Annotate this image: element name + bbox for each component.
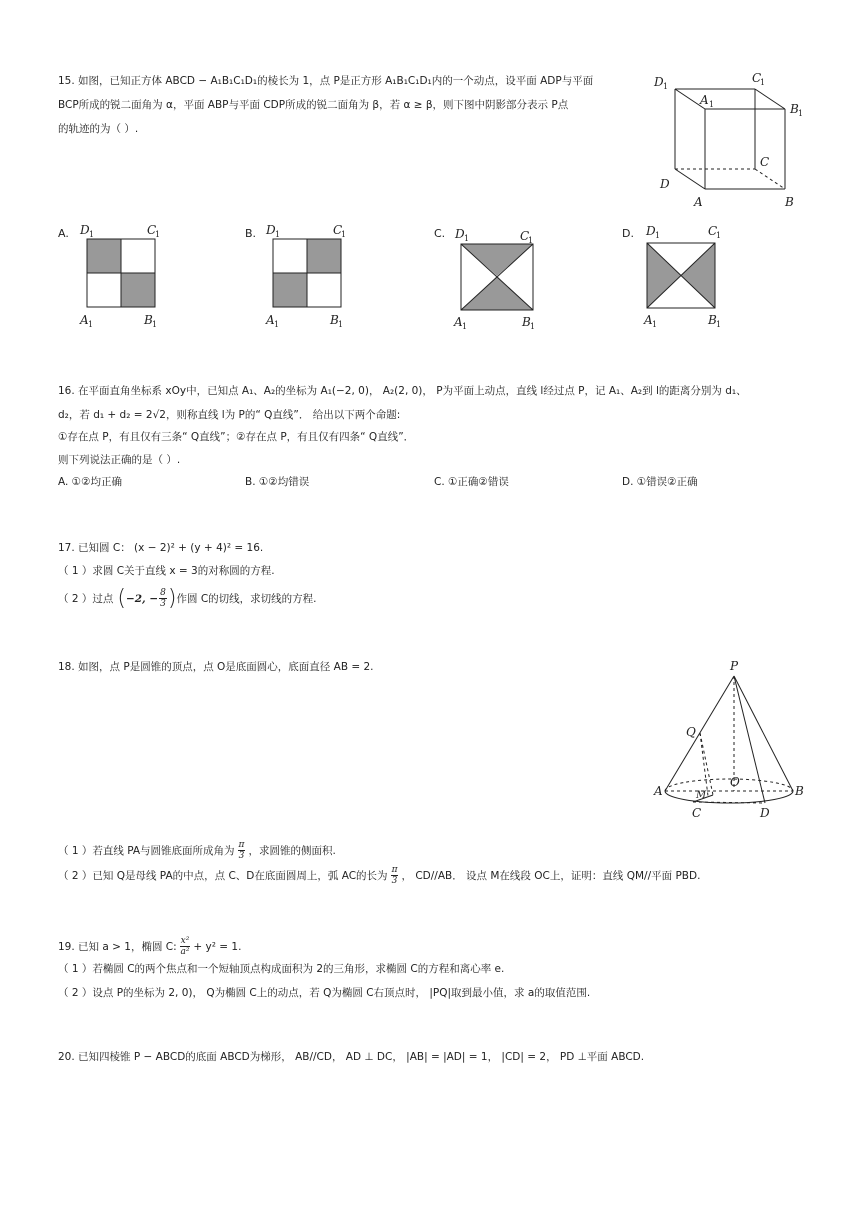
q16-line3: ①存在点 P，有且仅有三条“ Q直线”；②存在点 P，有且仅有四条“ Q直线”． xyxy=(58,431,415,443)
cube-label-c: C xyxy=(760,155,770,169)
svg-text:1: 1 xyxy=(89,230,95,239)
svg-text:1: 1 xyxy=(760,78,766,87)
q20-line1: 20. 已知四棱锥 P − ABCD的底面 ABCD为梯形， AB//CD， AD ⊥ DC， |AB| = |AD| = 1， |CD| = 2， PD ⊥平面 ABCD. xyxy=(58,1051,645,1063)
q16-line2: d₂，若 d₁ + d₂ = 2√2，则称直线 l为 P的“ Q直线”． 给出以下两个命题: xyxy=(58,409,401,421)
cube-label-b1: B xyxy=(790,102,799,116)
svg-text:1: 1 xyxy=(663,82,669,91)
svg-text:1: 1 xyxy=(88,320,94,329)
q15-option-c-label[interactable]: C. xyxy=(434,227,446,240)
svg-text:D: D xyxy=(80,223,90,237)
q15-option-b-label[interactable]: B. xyxy=(245,227,257,240)
q18-line2: （ 1 ）若直线 PA与圆锥底面所成角为 π 3 ，求圆锥的侧面积. xyxy=(58,840,336,861)
q18-line1: 18. 如图，点 P是圆锥的顶点，点 O是底面圆心，底面直径 AB = 2. xyxy=(58,661,374,673)
cone-label-o: O xyxy=(730,775,740,789)
svg-text:1: 1 xyxy=(716,231,722,240)
cone-label-c: C xyxy=(692,806,702,820)
svg-text:A: A xyxy=(80,313,89,327)
svg-text:A: A xyxy=(266,313,275,327)
q19-line1: 19. 已知 a > 1，椭圆 C: x² a² + y² = 1. xyxy=(58,936,242,957)
q16-choice-d[interactable]: D. ①错误②正确 xyxy=(622,476,698,488)
svg-text:A: A xyxy=(454,315,463,329)
cone-label-b: B xyxy=(795,784,804,798)
cone-label-a: A xyxy=(654,784,663,798)
svg-text:1: 1 xyxy=(464,234,470,243)
q16-line4: 则下列说法正确的是（ ）. xyxy=(58,454,181,466)
q15-option-a-label[interactable]: A. xyxy=(58,227,69,240)
q15-line3: 的轨迹的为（ ）. xyxy=(58,123,139,135)
svg-text:B: B xyxy=(330,313,339,327)
cone-label-d: D xyxy=(760,806,770,820)
q17-line3: （ 2 ）过点 ( −2, − $\frac{8}{3}$ ) 作圆 C的切线，求切线的方程. xyxy=(58,585,317,611)
svg-text:B: B xyxy=(522,315,531,329)
cone-label-q: Q xyxy=(686,725,696,739)
svg-text:1: 1 xyxy=(462,322,468,331)
cube-label-a1: A xyxy=(700,93,709,107)
q16-choice-b[interactable]: B. ①②均错误 xyxy=(245,476,310,488)
svg-text:B: B xyxy=(144,313,153,327)
q17-line2: （ 1 ）求圆 C关于直线 x = 3的对称圆的方程. xyxy=(58,565,275,577)
q15-option-a-figure[interactable] xyxy=(74,220,169,332)
cone-label-p: P xyxy=(730,659,739,673)
svg-text:D: D xyxy=(455,227,465,241)
svg-text:1: 1 xyxy=(709,100,715,109)
q16-line1: 16. 在平面直角坐标系 xOy中，已知点 A₁、A₂的坐标为 A₁(−2, 0)， A₂(2, 0)， P为平面上动点，直线 l经过点 P，记 A₁、A₂到 l的距离分别为 d₁、 xyxy=(58,385,747,397)
q15-option-c-figure[interactable] xyxy=(448,220,548,334)
svg-text:1: 1 xyxy=(655,231,661,240)
svg-text:1: 1 xyxy=(652,320,658,329)
svg-text:D: D xyxy=(646,224,656,238)
cube-figure xyxy=(650,66,810,214)
q15-line2: BCP所成的锐二面角为 α，平面 ABP与平面 CDP所成的锐二面角为 β，若 α ≥ β，则下图中阴影部分表示 P点 xyxy=(58,99,569,111)
q15-option-d-label[interactable]: D. xyxy=(622,227,634,240)
svg-text:1: 1 xyxy=(338,320,344,329)
svg-text:1: 1 xyxy=(528,236,534,245)
q16-choice-a[interactable]: A. ①②均正确 xyxy=(58,476,122,488)
svg-text:D: D xyxy=(266,223,276,237)
svg-text:1: 1 xyxy=(798,109,804,118)
cube-label-a: A xyxy=(694,195,703,209)
svg-text:1: 1 xyxy=(530,322,536,331)
q19-line2: （ 1 ）若椭圆 C的两个焦点和一个短轴顶点构成面积为 2的三角形，求椭圆 C的方程和离心率 e. xyxy=(58,963,505,975)
svg-text:C: C xyxy=(520,229,530,243)
q16-choice-c[interactable]: C. ①正确②错误 xyxy=(434,476,509,488)
cube-label-d1: D xyxy=(654,75,664,89)
svg-text:C: C xyxy=(147,223,157,237)
svg-text:A: A xyxy=(644,313,653,327)
svg-text:C: C xyxy=(708,224,718,238)
q15-option-b-figure[interactable] xyxy=(260,220,355,332)
q18-line3: （ 2 ）已知 Q是母线 PA的中点，点 C、D在底面圆周上，弧 AC的长为 π 3 ， CD//AB． 设点 M在线段 OC上，证明：直线 QM//平面 PBD. xyxy=(58,865,701,886)
cube-label-d: D xyxy=(660,177,670,191)
q17-line1: 17. 已知圆 C： (x − 2)² + (y + 4)² = 16. xyxy=(58,542,264,554)
svg-text:1: 1 xyxy=(341,230,347,239)
svg-text:C: C xyxy=(333,223,343,237)
cube-label-b: B xyxy=(785,195,794,209)
svg-text:1: 1 xyxy=(155,230,161,239)
svg-text:1: 1 xyxy=(152,320,158,329)
cone-figure xyxy=(650,656,810,824)
cone-label-m: M xyxy=(696,790,707,801)
q19-line3: （ 2 ）设点 P的坐标为 2, 0)， Q为椭圆 C上的动点，若 Q为椭圆 C右顶点时， |PQ|取到最小值，求 a的取值范围. xyxy=(58,987,591,999)
q15-option-d-figure[interactable] xyxy=(636,220,736,334)
svg-text:1: 1 xyxy=(716,320,722,329)
svg-text:B: B xyxy=(708,313,717,327)
svg-text:1: 1 xyxy=(275,230,281,239)
cube-label-c1: C xyxy=(752,71,762,85)
svg-text:1: 1 xyxy=(274,320,280,329)
q15-line1: 15. 如图，已知正方体 ABCD − A₁B₁C₁D₁的棱长为 1，点 P是正方形 A₁B₁C₁D₁内的一个动点，设平面 ADP与平面 xyxy=(58,75,594,87)
